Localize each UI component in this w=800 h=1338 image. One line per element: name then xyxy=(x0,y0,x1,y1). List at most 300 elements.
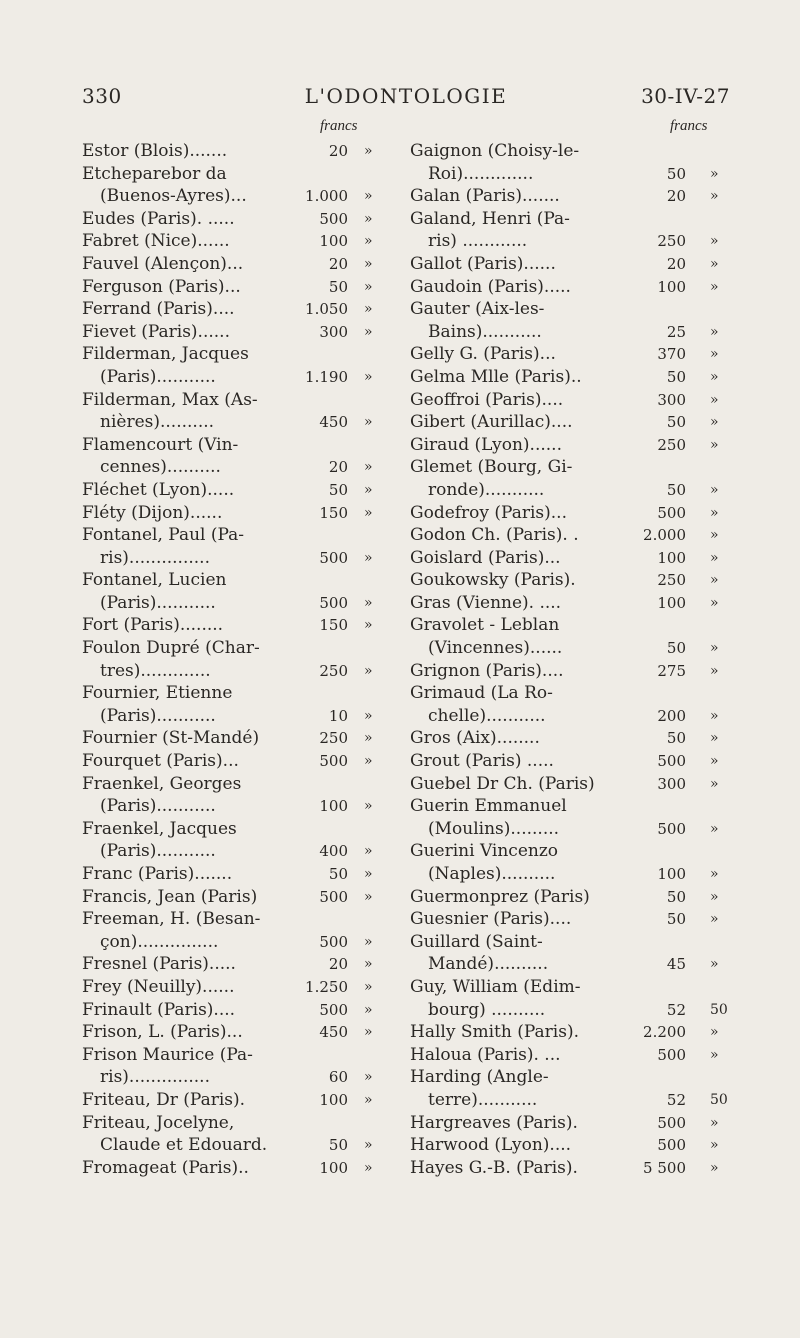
entry-name: Guillard (Saint- xyxy=(410,931,543,952)
entry-name-continued: (Buenos-Ayres)... xyxy=(100,186,247,207)
entry-amount: 1.050 xyxy=(305,300,348,319)
entry-cents: » xyxy=(710,233,719,250)
entry-amount: 50 xyxy=(666,887,686,906)
list-item xyxy=(82,614,404,637)
entry-cents: » xyxy=(364,323,373,340)
entry-name-continued: bourg) .......... xyxy=(428,999,546,1020)
entry-name-continued: cennes).......... xyxy=(100,457,221,478)
entry-name: Fléty (Dijon)...... xyxy=(82,502,223,523)
list-item xyxy=(410,1157,736,1180)
entry-amount: 300 xyxy=(319,322,348,341)
entry-name: Gauter (Aix-les- xyxy=(410,299,545,320)
right-column xyxy=(410,118,736,1179)
list-item xyxy=(410,366,736,389)
entry-name: Fléchet (Lyon)..... xyxy=(82,479,235,500)
entry-amount: 100 xyxy=(319,1158,348,1177)
entry-name: Gallot (Paris)...... xyxy=(410,253,556,274)
entry-amount: 500 xyxy=(319,752,348,771)
entry-name: Galand, Henri (Pa- xyxy=(410,208,570,229)
entry-cents: » xyxy=(364,233,373,250)
entry-amount: 50 xyxy=(666,639,686,658)
list-item xyxy=(410,1112,736,1135)
entry-amount: 50 xyxy=(666,480,686,499)
entry-cents: » xyxy=(710,1137,719,1154)
list-item xyxy=(82,637,404,682)
entry-name: Harding (Angle- xyxy=(410,1067,549,1088)
entry-amount: 50 xyxy=(666,729,686,748)
entry-name-continued: çon)............... xyxy=(100,931,219,952)
entry-name: Fontanel, Paul (Pa- xyxy=(82,525,245,546)
list-item xyxy=(410,660,736,683)
entry-name-continued: Claude et Edouard. xyxy=(100,1135,268,1156)
entry-cents: » xyxy=(710,640,719,657)
list-item xyxy=(82,908,404,953)
entry-amount: 100 xyxy=(657,865,686,883)
list-item xyxy=(410,185,736,208)
entry-cents: » xyxy=(364,730,373,747)
entry-name: Guerini Vincenzo xyxy=(410,841,559,862)
list-item xyxy=(82,276,404,299)
entry-cents: » xyxy=(364,798,373,815)
entry-amount: 500 xyxy=(657,819,686,838)
entry-amount: 250 xyxy=(657,435,686,454)
entry-cents: » xyxy=(710,346,719,363)
entry-name: Franc (Paris)....... xyxy=(82,864,233,884)
entry-name: Eudes (Paris). ..... xyxy=(82,208,235,229)
entry-name: Fournier (St-Mandé) xyxy=(82,728,260,749)
entry-cents: » xyxy=(364,617,373,634)
entry-cents: » xyxy=(364,278,373,295)
list-item xyxy=(82,434,404,479)
entry-amount: 500 xyxy=(319,209,348,228)
entry-name: Haloua (Paris). ... xyxy=(410,1044,561,1065)
list-item xyxy=(410,276,736,299)
entry-name-continued: (Naples).......... xyxy=(428,864,556,884)
page-header xyxy=(82,84,730,114)
entry-amount: 50 xyxy=(666,164,686,183)
list-item xyxy=(410,908,736,931)
entry-amount: 500 xyxy=(657,1045,686,1064)
list-item xyxy=(410,840,736,885)
entry-name: Guerin Emmanuel xyxy=(410,796,567,817)
entry-cents: » xyxy=(364,1001,373,1018)
entry-amount: 250 xyxy=(319,661,348,680)
entry-cents: » xyxy=(364,662,373,679)
entry-cents: » xyxy=(710,888,719,905)
entry-name: Etcheparebor da xyxy=(82,163,227,184)
list-item xyxy=(410,795,736,840)
entry-cents: » xyxy=(710,956,719,973)
entry-cents: » xyxy=(364,143,373,159)
entry-name: Freeman, H. (Besan- xyxy=(82,909,261,930)
entry-cents: » xyxy=(364,210,373,227)
entry-cents: » xyxy=(710,391,719,408)
list-item xyxy=(410,1134,736,1157)
entry-cents: » xyxy=(710,323,719,340)
entry-amount: 100 xyxy=(657,593,686,612)
entry-cents: » xyxy=(364,504,373,521)
entry-amount: 300 xyxy=(657,390,686,409)
entry-amount: 50 xyxy=(328,865,348,883)
entry-name-continued: ris)............... xyxy=(100,1067,210,1088)
list-item xyxy=(82,1112,404,1157)
entry-amount: 450 xyxy=(319,1023,348,1042)
list-item xyxy=(410,1066,736,1111)
entry-name: Gras (Vienne). .... xyxy=(410,592,562,613)
entry-amount: 200 xyxy=(657,706,686,725)
list-item xyxy=(82,253,404,276)
entry-amount: 5 500 xyxy=(643,1158,686,1177)
entry-cents: 50 xyxy=(710,1001,728,1018)
entry-amount: 25 xyxy=(666,322,686,341)
entry-amount: 250 xyxy=(657,232,686,251)
entry-name-continued: nières).......... xyxy=(100,412,215,433)
entry-name: Frey (Neuilly)...... xyxy=(82,976,235,997)
list-item xyxy=(82,502,404,525)
entry-amount: 100 xyxy=(319,232,348,251)
entry-name: Friteau, Jocelyne, xyxy=(82,1112,235,1133)
entry-name: Giraud (Lyon)...... xyxy=(410,434,562,455)
entry-cents: » xyxy=(364,1024,373,1041)
list-item xyxy=(410,502,736,525)
list-item xyxy=(82,1044,404,1089)
entry-cents: » xyxy=(364,301,373,318)
entry-name: Galan (Paris)....... xyxy=(410,186,560,207)
list-item xyxy=(82,682,404,727)
list-item xyxy=(82,230,404,253)
right-entries xyxy=(410,140,736,1179)
entry-name: Flamencourt (Vin- xyxy=(82,434,239,455)
entry-cents: » xyxy=(364,866,373,882)
entry-cents: » xyxy=(710,549,719,566)
entry-name: Hally Smith (Paris). xyxy=(410,1022,579,1043)
entry-name: Francis, Jean (Paris) xyxy=(82,886,258,907)
list-item xyxy=(82,140,404,163)
entry-amount: 250 xyxy=(319,729,348,748)
entry-cents: » xyxy=(710,1046,719,1063)
entry-amount: 500 xyxy=(319,593,348,612)
entry-amount: 150 xyxy=(319,503,348,522)
entry-cents: » xyxy=(710,820,719,837)
issue-date: 30-IV-27 xyxy=(641,84,730,108)
entry-amount: 20 xyxy=(666,254,686,273)
entry-name: Fauvel (Alençon)... xyxy=(82,253,244,274)
list-item xyxy=(410,727,736,750)
list-item xyxy=(410,411,736,434)
entry-cents: » xyxy=(710,1114,719,1131)
list-item xyxy=(82,479,404,502)
entry-name: Goislard (Paris)... xyxy=(410,547,561,568)
entry-name: Grout (Paris) ..... xyxy=(410,751,554,772)
entry-name: Gelma Mlle (Paris).. xyxy=(410,366,582,387)
entry-amount: 20 xyxy=(328,955,348,974)
entry-amount: 50 xyxy=(666,910,686,929)
entry-amount: 100 xyxy=(319,797,348,816)
list-item xyxy=(82,343,404,388)
entry-amount: 500 xyxy=(657,1113,686,1132)
entry-name-continued: (Paris)........... xyxy=(100,705,216,726)
entry-amount: 100 xyxy=(657,277,686,296)
entry-cents: » xyxy=(710,911,719,928)
list-item xyxy=(410,682,736,727)
entry-name: Fievet (Paris)...... xyxy=(82,321,230,342)
entry-cents: » xyxy=(364,888,373,905)
entry-cents: » xyxy=(710,504,719,521)
left-entries xyxy=(82,140,404,1179)
entry-name-continued: (Paris)........... xyxy=(100,841,216,862)
entry-name: Goukowsky (Paris). xyxy=(410,570,576,591)
entry-cents: » xyxy=(710,753,719,770)
entry-amount: 400 xyxy=(319,842,348,861)
list-item xyxy=(82,773,404,818)
entry-amount: 150 xyxy=(319,616,348,635)
list-item xyxy=(410,886,736,909)
entry-name: Fort (Paris)........ xyxy=(82,615,224,636)
list-item xyxy=(82,976,404,999)
entry-cents: » xyxy=(710,1024,719,1041)
list-item xyxy=(82,886,404,909)
list-item xyxy=(82,298,404,321)
entry-cents: 50 xyxy=(710,1091,728,1108)
entry-cents: » xyxy=(364,594,373,611)
entry-cents: » xyxy=(710,414,719,431)
entry-amount: 2.000 xyxy=(643,526,686,545)
list-item xyxy=(82,863,404,886)
list-item xyxy=(410,1044,736,1067)
entry-cents: » xyxy=(364,1137,373,1154)
entry-name: Frinault (Paris).... xyxy=(82,999,236,1020)
entry-cents: » xyxy=(364,1091,373,1108)
entry-amount: 50 xyxy=(328,1136,348,1155)
list-item xyxy=(410,140,736,185)
list-item xyxy=(410,389,736,412)
entry-name: Glemet (Bourg, Gi- xyxy=(410,457,573,478)
list-item xyxy=(410,253,736,276)
entry-name: Guebel Dr Ch. (Paris) xyxy=(410,773,595,794)
entry-amount: 100 xyxy=(657,548,686,567)
page-number: 330 xyxy=(82,84,122,108)
entry-amount: 60 xyxy=(328,1068,348,1087)
entry-amount: 45 xyxy=(666,955,686,974)
entry-name: Ferguson (Paris)... xyxy=(82,276,241,297)
entry-amount: 2.200 xyxy=(643,1023,686,1042)
entry-amount: 250 xyxy=(657,571,686,590)
entry-cents: » xyxy=(710,165,719,182)
entry-name: Grignon (Paris).... xyxy=(410,660,564,681)
entry-amount: 1.000 xyxy=(305,187,348,206)
entry-amount: 500 xyxy=(657,1136,686,1155)
list-item xyxy=(82,727,404,750)
entry-cents: » xyxy=(364,978,373,995)
entry-name-continued: chelle)........... xyxy=(428,705,546,726)
entry-name: Foulon Dupré (Char- xyxy=(82,638,260,659)
entry-cents: » xyxy=(710,866,719,882)
entry-name: Gibert (Aurillac).... xyxy=(410,412,573,433)
entry-name: Filderman, Jacques xyxy=(82,344,249,365)
entry-amount: 50 xyxy=(666,367,686,386)
entry-amount: 20 xyxy=(666,187,686,206)
entry-cents: » xyxy=(364,707,373,724)
entry-cents: » xyxy=(364,188,373,205)
entry-name: Guy, William (Edim- xyxy=(410,976,581,997)
entry-cents: » xyxy=(710,572,719,589)
entry-name: Fraenkel, Georges xyxy=(82,773,242,794)
entry-cents: » xyxy=(710,775,719,792)
entry-cents: » xyxy=(364,481,373,498)
entry-cents: » xyxy=(710,730,719,747)
entry-cents: » xyxy=(364,255,373,272)
entry-name: Gaudoin (Paris)..... xyxy=(410,276,571,297)
entry-name-continued: ronde)........... xyxy=(428,479,545,500)
list-item xyxy=(82,750,404,773)
entry-amount: 370 xyxy=(657,345,686,364)
list-item xyxy=(410,524,736,547)
entry-name: Frison Maurice (Pa- xyxy=(82,1044,253,1065)
entry-cents: » xyxy=(710,527,719,544)
list-item xyxy=(410,569,736,592)
entry-name-continued: ris)............... xyxy=(100,547,210,568)
entry-name: Friteau, Dr (Paris). xyxy=(82,1089,246,1110)
entry-name: Hargreaves (Paris). xyxy=(410,1112,578,1133)
list-item xyxy=(410,976,736,1021)
entry-name: Harwood (Lyon).... xyxy=(410,1135,572,1156)
entry-amount: 300 xyxy=(657,774,686,793)
entry-cents: » xyxy=(710,436,719,453)
entry-name-continued: (Paris)........... xyxy=(100,796,216,817)
entry-amount: 52 xyxy=(666,1090,686,1109)
entry-name: Fabret (Nice)...... xyxy=(82,231,230,252)
entry-name-continued: Bains)........... xyxy=(428,321,542,342)
running-title: L'ODONTOLOGIE xyxy=(304,84,508,108)
list-item xyxy=(82,818,404,863)
list-item xyxy=(82,163,404,208)
entry-name: Gelly G. (Paris)... xyxy=(410,344,556,365)
list-item xyxy=(410,298,736,343)
entry-cents: » xyxy=(364,1159,373,1176)
entry-name: Gros (Aix)........ xyxy=(410,728,540,749)
entry-amount: 450 xyxy=(319,413,348,432)
list-item xyxy=(410,208,736,253)
entry-name: Guesnier (Paris).... xyxy=(410,909,572,930)
entry-amount: 10 xyxy=(328,706,348,725)
entry-name-continued: Roi)............. xyxy=(428,163,534,184)
list-item xyxy=(410,456,736,501)
list-item xyxy=(82,524,404,569)
entry-name: Godon Ch. (Paris). . xyxy=(410,525,579,546)
list-item xyxy=(82,208,404,231)
entry-cents: » xyxy=(710,662,719,679)
list-item xyxy=(82,1089,404,1112)
entry-amount: 20 xyxy=(328,254,348,273)
entry-amount: 500 xyxy=(319,887,348,906)
entry-cents: » xyxy=(364,1069,373,1086)
list-item xyxy=(82,1157,404,1180)
entry-amount: 1.190 xyxy=(305,367,348,386)
entry-amount: 500 xyxy=(657,503,686,522)
entry-name: Fourquet (Paris)... xyxy=(82,751,239,772)
entry-amount: 50 xyxy=(666,413,686,432)
entry-name-continued: (Paris)........... xyxy=(100,366,216,387)
entry-name: Gaignon (Choisy-le- xyxy=(410,141,580,161)
entry-name: Filderman, Max (As- xyxy=(82,389,258,410)
entry-cents: » xyxy=(710,368,719,385)
entry-name: Guermonprez (Paris) xyxy=(410,886,590,907)
entry-name: Ferrand (Paris).... xyxy=(82,299,235,320)
entry-name-continued: Mandé).......... xyxy=(428,954,549,975)
list-item xyxy=(82,999,404,1022)
entry-amount: 52 xyxy=(666,1000,686,1019)
entry-cents: » xyxy=(710,481,719,498)
unit-label: francs xyxy=(670,118,708,134)
entry-name: Godefroy (Paris)... xyxy=(410,502,567,523)
entry-name: Gravolet - Leblan xyxy=(410,615,560,636)
entry-cents: » xyxy=(710,594,719,611)
unit-label: francs xyxy=(320,118,358,134)
entry-name: Frison, L. (Paris)... xyxy=(82,1022,243,1043)
entry-cents: » xyxy=(364,459,373,476)
list-item xyxy=(410,1021,736,1044)
entry-cents: » xyxy=(364,843,373,860)
list-item xyxy=(82,389,404,434)
entry-amount: 100 xyxy=(319,1090,348,1109)
entry-amount: 20 xyxy=(328,142,348,160)
entry-name: Fresnel (Paris)..... xyxy=(82,954,236,975)
list-item xyxy=(410,773,736,796)
entry-amount: 275 xyxy=(657,661,686,680)
entry-name-continued: ris) ............ xyxy=(428,231,528,252)
entry-name-continued: tres)............. xyxy=(100,660,211,681)
entry-cents: » xyxy=(710,255,719,272)
entry-cents: » xyxy=(364,956,373,973)
entry-amount: 500 xyxy=(319,1000,348,1019)
entry-amount: 500 xyxy=(657,752,686,771)
entry-name: Fournier, Etienne xyxy=(82,683,233,704)
entry-cents: » xyxy=(364,933,373,950)
list-item xyxy=(82,1021,404,1044)
list-item xyxy=(410,343,736,366)
list-item xyxy=(410,750,736,773)
entry-cents: » xyxy=(364,414,373,431)
entry-cents: » xyxy=(364,368,373,385)
entry-name-continued: (Paris)........... xyxy=(100,592,216,613)
entry-amount: 50 xyxy=(328,277,348,296)
entry-name: Hayes G.-B. (Paris). xyxy=(410,1157,578,1178)
list-item xyxy=(410,547,736,570)
entry-amount: 1.250 xyxy=(305,977,348,996)
entry-cents: » xyxy=(710,1159,719,1176)
entry-name: Fontanel, Lucien xyxy=(82,570,227,591)
entry-cents: » xyxy=(710,707,719,724)
entry-name: Estor (Blois)....... xyxy=(82,141,228,161)
list-item xyxy=(410,434,736,457)
entry-name-continued: (Vincennes)...... xyxy=(428,638,563,659)
list-item xyxy=(82,321,404,344)
entry-amount: 20 xyxy=(328,458,348,477)
entry-cents: » xyxy=(364,549,373,566)
entry-name-continued: (Moulins)......... xyxy=(428,818,560,839)
entry-cents: » xyxy=(364,753,373,770)
list-item xyxy=(82,953,404,976)
list-item xyxy=(410,614,736,659)
entry-name: Fromageat (Paris).. xyxy=(82,1157,249,1178)
entry-amount: 500 xyxy=(319,548,348,567)
entry-cents: » xyxy=(710,188,719,205)
entry-cents: » xyxy=(710,278,719,295)
entry-name: Fraenkel, Jacques xyxy=(82,818,237,839)
list-item xyxy=(410,592,736,615)
entry-name: Geoffroi (Paris).... xyxy=(410,389,564,410)
list-item xyxy=(410,931,736,976)
